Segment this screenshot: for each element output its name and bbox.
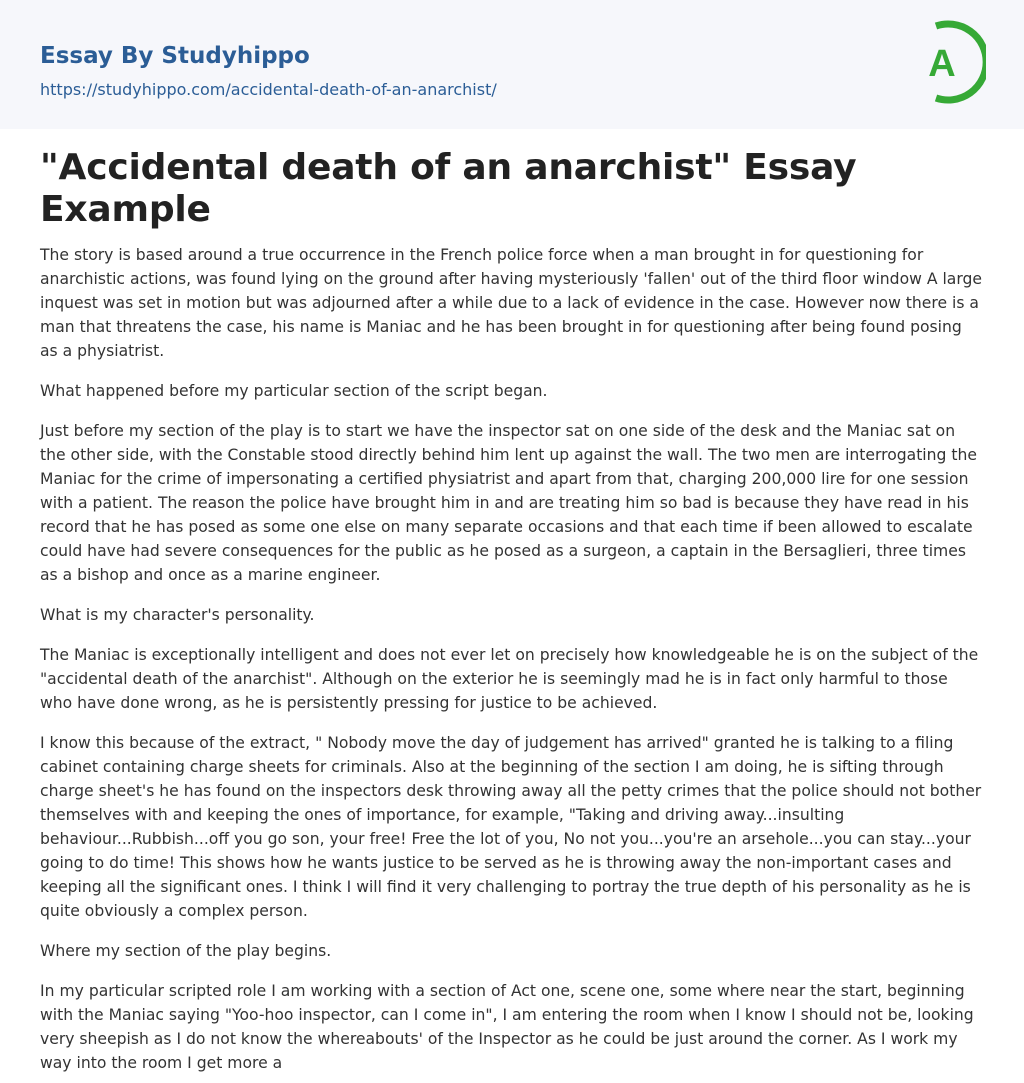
paragraph-intro: The story is based around a true occurrence in the French police force when a man brought in for questioning for anarchistic actions, was found lying on the ground after having mysteriously 'fallen' out of the third floor window A large inquest was set in motion but was adjourned after a while due to a lack of evidence in the case. However now there is a man that threatens the case, his name is Maniac and he has been brought in for questioning after being found posing as a physiatrist. [40, 246, 982, 360]
logo-letter: A [928, 43, 956, 85]
paragraph-heading-section-begins: Where my section of the play begins. [40, 942, 332, 960]
site-header [0, 0, 1024, 129]
essay-url-link[interactable]: https://studyhippo.com/accidental-death-of-an-anarchist/ [40, 80, 497, 99]
paragraph-scripted-role: In my particular scripted role I am working with a section of Act one, scene one, some where near the start, beginning with the Maniac saying "Yoo-hoo inspector, can I come in", I am entering the room when I know I should not be, looking very sheepish as I do not know the whereabouts' of the Inspector as he could be just around the corner. As I work my way into the room I get more a [40, 982, 974, 1072]
article [0, 147, 1024, 1075]
paragraph-heading-personality: What is my character's personality. [40, 606, 315, 624]
paragraph-before-section: Just before my section of the play is to start we have the inspector sat on one side of the desk and the Maniac sat on the other side, with the Constable stood directly behind him lent up against the wall. The two men are interrogating the Maniac for the crime of impersonating a certified physiatrist and apart from that, charging 200,000 lire for one session with a patient. The reason the police have brought him in and are treating him so bad is because they have read in his record that he has posed as some one else on many separate occasions and that each time if been allowed to escalate could have had severe consequences for the public as he posed as a surgeon, a captain in the Bersaglieri, three times as a bishop and once as a marine engineer. [40, 422, 977, 584]
studyhippo-logo-icon[interactable] [916, 19, 986, 105]
paragraph-extract: I know this because of the extract, " Nobody move the day of judgement has arrived" granted he is talking to a filing cabinet containing charge sheets for criminals. Also at the beginning of the section I am doing, he is sifting through charge sheet's he has found on the inspectors desk throwing away all the petty crimes that the police should not bother themselves with and keeping the ones of importance, for example, "Taking and driving away...insulting behaviour...Rubbish...off you go son, your free! Free the lot of you, No not you...you're an arsehole...you can stay...your going to do time! This shows how he wants justice to be served as he is throwing away the non-important cases and keeping all the significant ones. I think I will find it very challenging to portray the true depth of his personality as he is quite obviously a complex person. [40, 734, 982, 920]
paragraph-heading-before: What happened before my particular section of the script began. [40, 382, 548, 400]
site-brand[interactable]: Essay By Studyhippo [40, 43, 310, 69]
paragraph-personality: The Maniac is exceptionally intelligent and does not ever let on precisely how knowledgeable he is on the subject of the "accidental death of the anarchist". Although on the exterior he is seemingly mad he is in fact only harmful to those who have done wrong, as he is persistently pressing for justice to be achieved. [40, 646, 979, 712]
article-title: "Accidental death of an anarchist" Essay Example [40, 147, 857, 230]
